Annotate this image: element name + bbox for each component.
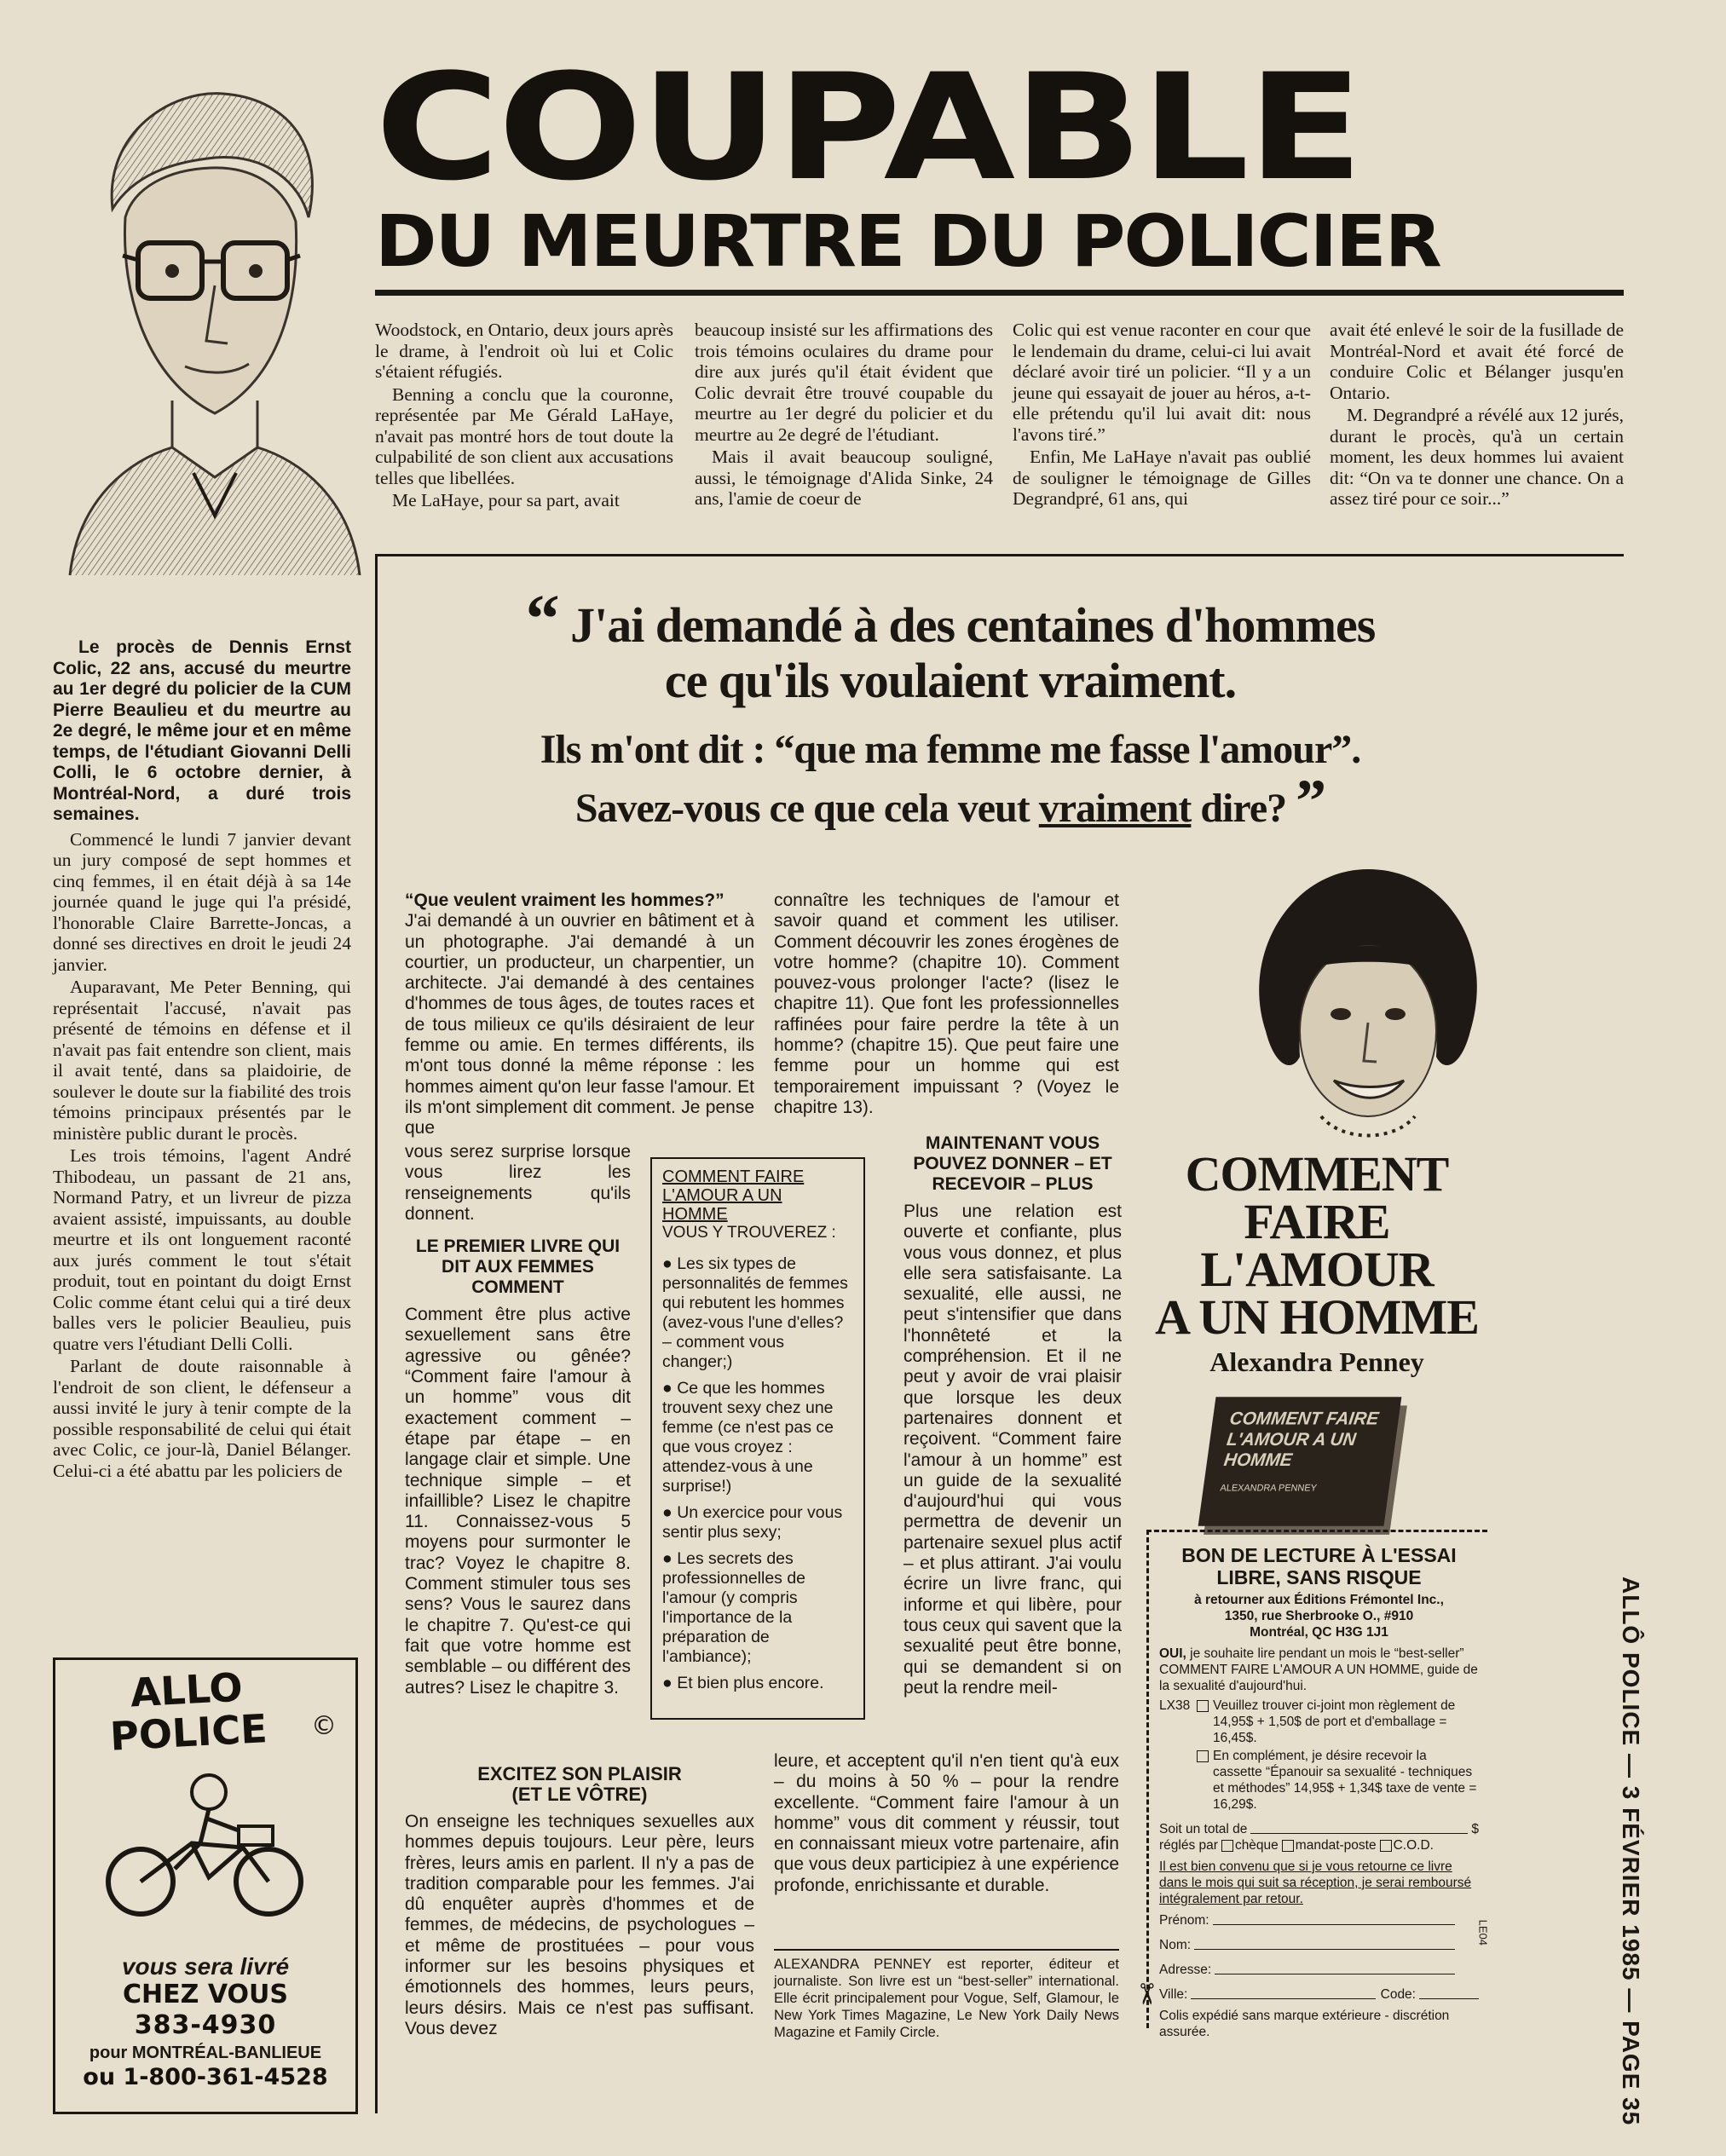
quote-line-4c: dire? [1191,786,1287,831]
ad-left-rule [375,554,378,2113]
coupon-field-label: Ville: [1159,1987,1188,2002]
coupon-oui-label: OUI, [1159,1646,1186,1661]
coupon-oui-text: je souhaite lire pendant un mois le “best-seller” COMMENT FAIRE L'AMOUR A UN HOMME, guide de la sexualité d'aujourd'hui. [1159,1646,1478,1693]
article-paragraph: Benning a conclu que la couronne, représentée par Me Gérald LaHaye, n'avait pas montré hors de tout doute la culpabilité de son client aux accusations telles que libellées. [375,383,673,488]
ad-paragraph: leure, et acceptent qu'il n'en tient qu'à eux – du moins à 50 % – pour la rendre excellente. “Comment faire l'amour à un homme” vous dit comment y réussir, tout en connaissant mieux votre partenaire, afin que vous deux participiez à une expérience profonde, enrichissante et durable. [774,1751,1119,1895]
ville-input[interactable] [1191,1986,1375,1999]
ad-heading-maintenant: MAINTENANT VOUS POUVEZ DONNER – ET RECEVOIR – PLUS [913,1133,1112,1194]
article-left-column [53,637,351,1483]
delivery-tollfree: ou 1-800-361-4528 [83,2064,328,2090]
checkbox-cod[interactable] [1380,1840,1392,1852]
book-title-line-3: L'AMOUR [1200,1242,1434,1297]
ad-top-rule [375,554,1624,556]
headline-rule [375,290,1624,296]
quote-line-3: Ils m'ont dit : “que ma femme me fasse l'amour”. [540,727,1361,772]
ad-box-title: COMMENT FAIRE L'AMOUR A UN HOMME [662,1167,805,1224]
ad-lead-question: “Que veulent vraiment les hommes?” [405,891,724,910]
coupon-field-label: Nom: [1159,1938,1192,1952]
checkbox-option-2[interactable] [1197,1750,1209,1762]
coupon-fields [1159,1912,1479,2003]
ad-box-item-text: Les six types de personnalités de femmes qui rebutent les hommes (avez-vous l'une d'elles? – comment vous changer;) [662,1254,848,1371]
coupon-dollar-sign: $ [1471,1822,1479,1836]
headline-title: COUPABLE [375,42,1362,213]
book-title-line-2: FAIRE [1244,1194,1390,1249]
delivery-line-1: vous sera livré [121,1953,290,1980]
coupon-option-2 [1159,1748,1479,1813]
ad-box-item: ● Les secrets des professionnelles de l'amour (y compris l'importance de la préparation de l'ambiance); [662,1549,806,1666]
quote-close-mark: ” [1296,767,1326,835]
coupon-title: BON DE LECTURE À L'ESSAI LIBRE, SANS RISQUE [1181,1544,1457,1588]
article-paragraph: Mais il avait beaucoup souligné, aussi, le témoignage d'Alida Sinke, 24 ans, l'amie de coeur de [695,447,993,509]
coupon-pay-cheque: chèque [1234,1838,1279,1853]
coupon-field-row [1159,1962,1479,1978]
coupon-field-label: Adresse: [1159,1963,1212,1977]
coupon-side-code: LE04 [1476,1919,1489,1946]
defendant-portrait-sketch [53,72,368,584]
ad-box-item: ● Et bien plus encore. [662,1674,824,1692]
article-paragraph: beaucoup insisté sur les affirmations des trois témoins oculaires du drame pour dire aux jurés qu'il était évident que Colic devrait être trouvé coupable du meurtre au 1er degré du policier et du meurtre au 2e degré de l'étudiant. [695,320,993,445]
coupon-payment-row [1159,1837,1479,1853]
coupon-total-input[interactable] [1250,1821,1468,1834]
quote-open-mark: “ [525,582,559,657]
coupon-pay-mandat: mandat-poste [1295,1838,1377,1853]
quote-line-2: ce qu'ils voulaient vraiment. [664,653,1237,708]
coupon-field-row [1159,1937,1479,1953]
article-paragraph: Enfin, Me LaHaye n'avait pas oublié de souligner le témoignage de Gilles Degrandpré, 61 ans, qui [1013,447,1311,509]
delivery-line-3: pour MONTRÉAL-BANLIEUE [89,2044,322,2062]
ad-box-list [662,1254,853,1693]
article-paragraph: Colic qui est venue raconter en cour que le lendemain du drame, celui-ci lui avait déclaré avoir tiré un policier. “Il y a un jeune qui essayait de jouer au héros, a-t-elle prétendu qu'il lui avait dit: nous l'avons tiré.” [1013,320,1311,445]
checkbox-mandat[interactable] [1282,1840,1294,1852]
ad-quote [384,582,1517,835]
article-paragraph: Les trois témoins, l'agent André Thibodeau, un passant de 21 ans, Normand Patry, et un livreur de pizza avaient assisté, impuissants, au double meurtre et ils ont longuement raconté aux jurés comment le tout s'était produit, tout en pointant du doigt Ernst Colic comme étant celui qui a tiré deux balles vers le policier Beaulieu, puis quatre vers l'étudiant Delli Colli. [53,1145,351,1354]
article-top-column-2 [695,320,993,511]
ad-heading-premier-livre: LE PREMIER LIVRE QUI DIT AUX FEMMES COMMENT [415,1237,621,1298]
page-folio: ALLÔ POLICE — 3 FÉVRIER 1985 — PAGE 35 [1618,1577,1644,2126]
ad-paragraph: J'ai demandé à un ouvrier en bâtiment et à un photographe. J'ai demandé à un courtier, un producteur, un charpentier, un architecte. J'ai demandé à des centaines d'hommes de tous âges, de toutes races et de tous milieux ce qu'ils désiraient de leur femme ou amie. En termes différents, ils m'ont tous donné la même réponse : les hommes aiment qu'on leur fasse l'amour. Et ils m'ont simplement dit comment. Je pense que [405,911,754,1139]
coupon-field-label: Code: [1380,1987,1416,2002]
article-top-column-3 [1013,320,1311,511]
author-bio: ALEXANDRA PENNEY est reporter, éditeur et journaliste. Son livre est un “best-seller” international. Elle écrit principalement pour Vogue, Self, Glamour, le New York Times Magazine, Le New York Daily News Magazine et Family Circle. [774,1957,1119,2040]
coupon-option-2-text: En complément, je désire recevoir la cassette “Épanouir sa sexualité - techniques et méthodes” 14,95$ + 1,34$ taxe de vente = 16,29$. [1213,1749,1477,1812]
coupon-field-row [1159,1912,1479,1928]
book-cover-author: ALEXANDRA PENNEY [1219,1483,1318,1494]
ad-heading-excitez [405,1764,754,1805]
order-coupon [1146,1530,1489,2039]
article-paragraph: M. Degrandpré a révélé aux 12 jurés, durant le procès, qu'à un certain moment, les deux hommes lui avaient dit: “On va te donner une chance. On a assez tiré pour ce soir...” [1330,405,1624,509]
author-photo [1240,861,1496,1150]
coupon-total-label: Soit un total de [1159,1822,1248,1836]
ad-box-item-text: Les secrets des professionnelles de l'amour (y compris l'importance de la préparation de l'ambiance); [662,1549,806,1666]
ad-paragraph: On enseigne les techniques sexuelles aux hommes depuis toujours. Leur père, leurs frères, leurs amis en parlent. Il n'y a pas de tradition comparable pour les femmes. J'ai dû enquêter auprès d'hommes et de femmes, de médecins, de psychologues – et même de prostituées – pour vous informer sur les besoins physiques et émotionnels des hommes, leurs peurs, leurs désirs. Mais ce n'est pas suffisant. Vous devez [405,1812,754,2038]
checkbox-cheque[interactable] [1221,1840,1233,1852]
headline-subtitle: DU MEURTRE DU POLICIER [375,199,1440,283]
ad-box-item-text: Un exercice pour vous sentir plus sexy; [662,1503,843,1542]
ad-column-2 [774,891,1119,1118]
coupon-field-label: Prénom: [1159,1913,1209,1928]
ad-contents-box [650,1157,865,1720]
coupon-address-line: Montréal, QC H3G 1J1 [1250,1625,1388,1640]
quote-line-4a: Savez-vous ce que cela veut [574,786,1039,831]
nom-input[interactable] [1194,1937,1455,1950]
allo-police-delivery-box [53,1657,358,2114]
coupon-code: LX38 [1159,1698,1191,1713]
coupon-total-row [1159,1821,1479,1837]
coupon-pay-label: réglés par [1159,1838,1218,1853]
book-title-line-4: A UN HOMME [1155,1289,1479,1345]
article-paragraph: Parlant de doute raisonnable à l'endroit de son client, le défenseur a aussi invité le jury à tenir compte de la possible responsabilité de celui qui était avec Colic, ce jour-là, Daniel Bélanger. Celui-ci a été abattu par les policiers de [53,1356,351,1481]
coupon-address-line: 1350, rue Sherbrooke O., #910 [1224,1609,1414,1623]
ad-box-item: ● Un exercice pour vous sentir plus sexy; [662,1503,843,1542]
copyright-icon: © [311,1711,337,1741]
book-title [1138,1146,1496,1345]
article-paragraph: Me LaHaye, pour sa part, avait [392,490,620,510]
ad-column-1-bottom [405,1764,754,2039]
coupon-address [1159,1592,1479,1640]
delivery-phone: 383-4930 [134,2010,277,2040]
motorcycle-rider-illustration [89,1767,320,1920]
coupon-oui [1159,1646,1479,1694]
ad-box-item: ● Ce que les hommes trouvent sexy chez une femme (ce n'est pas ce que vous croyez : attendez-vous à une surprise!) [662,1379,834,1496]
ad-heading-excitez-line-1: EXCITEZ SON PLAISIR [477,1763,682,1784]
coupon-body [1159,1646,1479,2040]
adresse-input[interactable] [1215,1962,1455,1974]
ad-heading-excitez-line-2: (ET LE VÔTRE) [511,1784,648,1805]
ad-column-3 [903,1133,1122,1698]
article-paragraph: avait été enlevé le soir de la fusillade de Montréal-Nord et avait été forcé de conduire Colic et Bélanger jusqu'en Ontario. [1330,320,1624,403]
coupon-guarantee: Il est bien convenu que si je vous retourne ce livre dans le mois qui suit sa réception, je serai remboursé intégralement par retour. [1159,1859,1472,1906]
ad-column-2-bottom [774,1751,1119,1896]
ad-column-1 [405,891,754,1139]
ad-box-item-text: Et bien plus encore. [677,1674,824,1692]
prenom-input[interactable] [1213,1912,1455,1925]
quote-line-1: J'ai demandé à des centaines d'hommes [570,597,1376,653]
coupon-pay-cod: C.O.D. [1393,1838,1434,1853]
ad-box-item: ● Les six types de personnalités de femmes qui rebutent les hommes (avez-vous l'une d'elles? – comment vous changer;) [662,1254,848,1371]
book-cover-image [1198,1397,1402,1525]
code-input[interactable] [1419,1986,1479,1999]
coupon-option-1 [1159,1698,1479,1746]
coupon-option-1-text: Veuillez trouver ci-joint mon règlement de 14,95$ + 1,50$ de port et d'emballage = 16,45$. [1213,1698,1456,1745]
quote-line-4b: vraiment [1038,786,1192,831]
ad-column-1-cont [405,1142,631,1698]
book-title-line-1: COMMENT [1185,1146,1449,1202]
ad-paragraph: connaître les techniques de l'amour et savoir quand et comment les utiliser. Comment découvrir les zones érogènes de votre homme? (chapitre 10). Comment pouvez-vous prolonger l'acte? (lisez le chapitre 11). Que font les professionnelles raffinées pour faire perdre la tête à un homme? (chapitre 15). Que peut faire une femme pour un homme qui est temporairement impuissant ? (Voyez le chapitre 13). [774,891,1119,1117]
article-paragraph: Auparavant, Me Peter Benning, qui représentait l'accusé, n'avait pas présenté de témoins en défense et il n'avait pas fait entendre son client, mais il avait tenté, dans sa plaidoirie, de soulever le doute sur la fiabilité des trois témoins principaux présentés par le ministère public durant le procès. [53,977,351,1144]
coupon-field-row [1159,1986,1479,2003]
ad-paragraph: Comment être plus active sexuellement sans être agressive ou gênée? “Comment faire l'amour à un homme” vous dit exactement comment – étape par étape – en langage clair et simple. Une technique simple – et infaillible? Lisez le chapitre 11. Connaissez-vous 5 moyens pour surmonter le trac? Voyez le chapitre 8. Comment stimuler tous ses sens? Vous le saurez dans le chapitre 7. Qu'est-ce qui fait que votre homme est semblable – ou différent des autres? Lisez le chapitre 3. [405,1305,631,1698]
article-paragraph: Woodstock, en Ontario, deux jours après le drame, à l'endroit où lui et Colic s'étaient réfugiés. [375,320,673,382]
checkbox-option-1[interactable] [1197,1700,1209,1712]
book-author: Alexandra Penney [1209,1346,1424,1377]
delivery-line-2: CHEZ VOUS [123,1980,288,2009]
coupon-footer: Colis expédié sans marque extérieure - discrétion assurée. [1159,2009,1450,2039]
ad-paragraph: vous serez surprise lorsque vous lirez les renseignements qu'ils donnent. [405,1142,631,1224]
article-lede: Le procès de Dennis Ernst Colic, 22 ans, accusé du meurtre au 1er degré du policier de la CUM Pierre Beaulieu et du meurtre au 2e degré, le même jour et en même temps, de l'étudiant Giovanni Delli Colli, le 6 octobre dernier, à Montréal-Nord, a duré trois semaines. [53,637,351,824]
allo-police-brand: ALLO POLICE [108,1663,268,1760]
coupon-address-line: à retourner aux Éditions Frémontel Inc., [1194,1593,1444,1607]
ad-box-subtitle: VOUS Y TROUVEREZ : [662,1224,836,1242]
book-cover-text: COMMENT FAIRE L'AMOUR A UN HOMME [1222,1409,1380,1471]
ad-box-item-text: Ce que les hommes trouvent sexy chez une femme (ce n'est pas ce que vous croyez : attendez-vous à une surprise!) [662,1379,834,1496]
article-top-column-1 [375,320,673,513]
scissors-icon: ✂ [1129,1981,1163,2007]
article-paragraph: Commencé le lundi 7 janvier devant un jury composé de sept hommes et cinq femmes, il en était déjà à sa 14e journée quand le juge qui l'a présidé, l'honorable Claire Barrette-Joncas, a donné ses directives en droit le jeudi 24 janvier. [53,828,351,975]
article-top-column-4 [1330,320,1624,511]
bio-rule [774,1949,1119,1951]
ad-paragraph: Plus une relation est ouverte et confiante, plus vous vous donnez, et plus elle sera satisfaisante. La sexualité, elle aussi, ne peut s'intensifier que dans l'honnêteté et la compréhension. Et il ne peut y avoir de vrai plaisir que lorsque les deux partenaires donnent et reçoivent. “Comment faire l'amour à un homme” est un guide de la sexualité d'aujourd'hui qui vous permettra de devenir un partenaire sexuel plus actif – et plus attirant. J'ai voulu écrire un livre franc, qui informe et qui libère, pour tous ceux qui savent que la sexualité peut être bonne, qui se demandent si on peut la rendre meil- [903,1202,1122,1698]
